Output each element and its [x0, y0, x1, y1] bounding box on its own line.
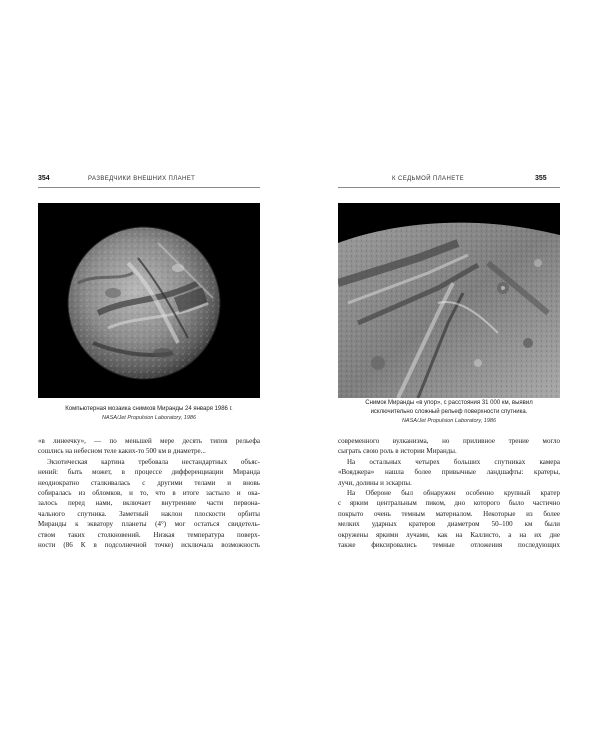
text-line: На остальных четырех больших спутниках камера	[347, 457, 560, 466]
text-line: сыграть свою роль в истории Миранды.	[338, 447, 457, 456]
photo-caption-right	[338, 399, 560, 426]
miranda-closeup-photo	[338, 203, 560, 398]
miranda-mosaic-photo	[38, 203, 260, 398]
body-text-left	[38, 436, 260, 550]
running-head-left: РАЗВЕДЧИКИ ВНЕШНИХ ПЛАНЕТ	[88, 176, 196, 182]
text-line: с ярким центральным пиком, дно которого было частично	[338, 499, 560, 508]
text-line: современного вулканизма, но приливное трение могло	[338, 437, 560, 445]
text-line: собиралась из обломков, и то, что в итоге застыло и ока-	[38, 488, 260, 497]
text-line: покрыто очень темным материалом. Некоторые из более	[338, 509, 560, 518]
photo-credit-right: NASA/Jet Propulsion Laboratory, 1986	[401, 418, 497, 424]
text-line: сошлись на небесном теле каких-то 500 км в диаметре...	[38, 447, 206, 456]
text-line: также фиксировались темные отложения последующих	[338, 540, 560, 549]
text-line: чального спутника. Заметный наклон плоскости орбиты	[38, 509, 260, 518]
text-line: нений: быть может, в процессе дифференциации Миранда	[38, 468, 260, 477]
caption-text-right-2: исключительно сложный рельеф поверхности спутника.	[370, 409, 528, 415]
text-line: лучи, долины и эскарпы.	[338, 478, 412, 487]
caption-text-left: Компьютерная мозаика снимков Миранды 24 января 1986 г.	[65, 406, 233, 412]
text-line: «в линеечку», — по меньшей мере десять типов рельефа	[38, 437, 260, 445]
text-line: мелких ударных кратеров диаметром 50–100 км были	[338, 520, 560, 529]
running-head-right: К СЕДЬМОЙ ПЛАНЕТЕ	[392, 176, 465, 182]
text-line: залось перед нами, включает внутренние части первона-	[38, 499, 260, 508]
text-line: окружены яркими лучами, как на Каллисто, а на их дне	[338, 530, 560, 539]
header-rule-right	[338, 187, 560, 188]
text-line: Экзотическая картина требовала нестандартных объяс-	[47, 457, 260, 466]
body-text-right	[338, 436, 560, 550]
page-number-right: 355	[535, 175, 547, 182]
text-line: На Обероне был обнаружен особенно крупный кратер	[347, 488, 560, 497]
text-line: Миранды к экватору планеты (4°) мог остаться свидетель-	[38, 520, 260, 529]
text-line: ности (86 К в подсолнечной точке) исключала возможность	[38, 540, 260, 549]
right-page	[300, 0, 600, 750]
page-number-left: 354	[38, 175, 50, 182]
text-line: «Вояджера» нашла более привычные ландшафты: кратеры,	[338, 468, 560, 477]
text-line: ством таких столкновений. Низкая температура поверх-	[38, 530, 260, 539]
photo-credit-left: NASA/Jet Propulsion Laboratory, 1986	[101, 415, 197, 421]
header-rule-left	[38, 187, 260, 188]
text-line: неоднократно сталкивалась с другими телами и вновь	[38, 478, 260, 487]
caption-text-right-1: Снимок Миранды «в упор», с расстояния 31 000 км, выявил	[365, 400, 533, 406]
photo-caption-left	[38, 405, 260, 423]
